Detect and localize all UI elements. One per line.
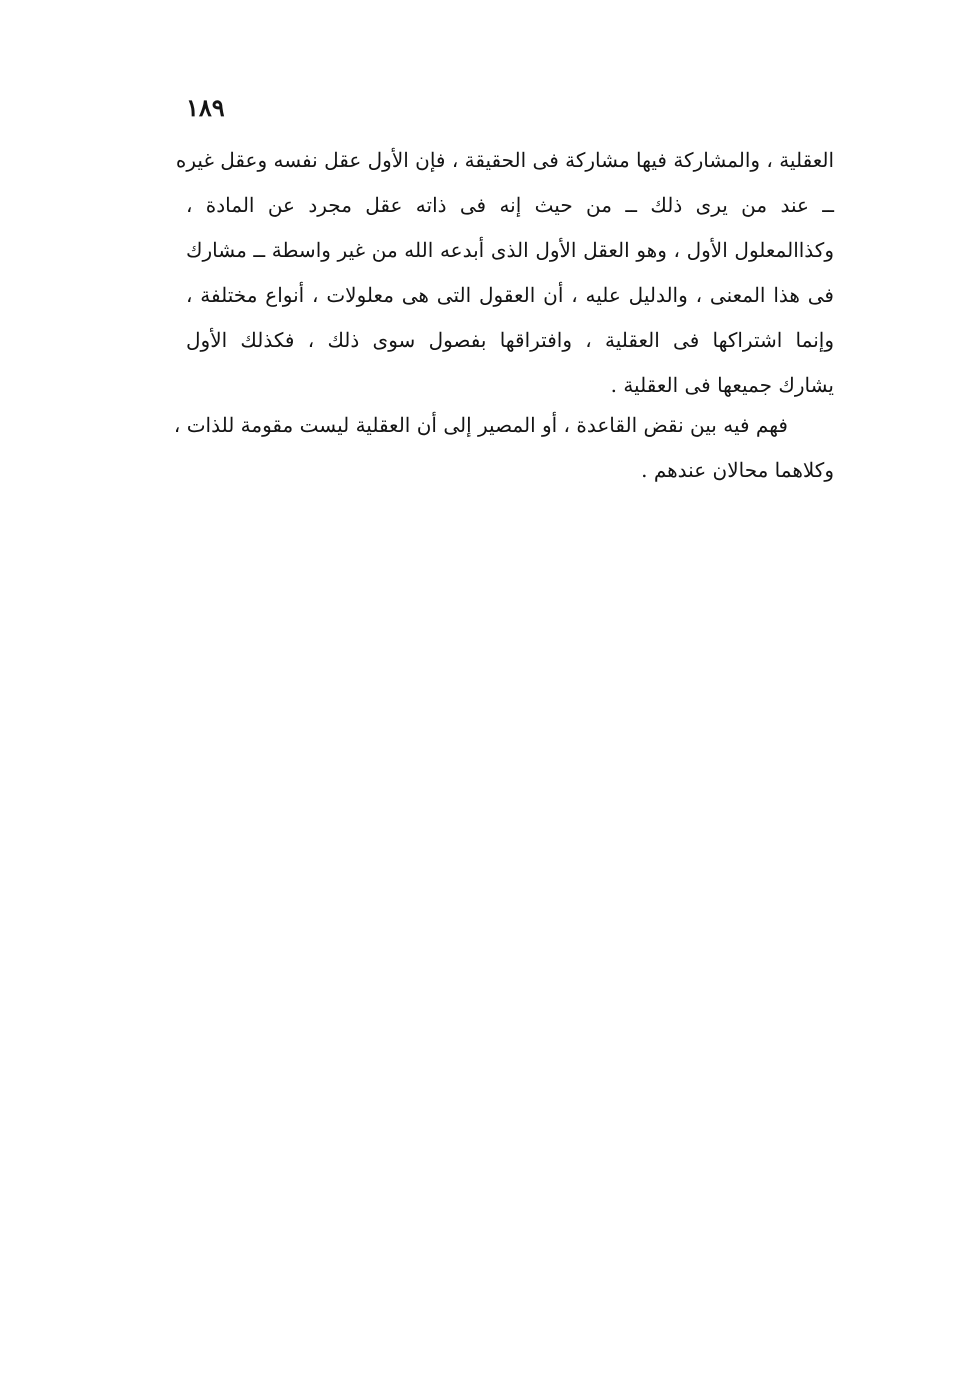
paragraph-1 <box>175 138 834 408</box>
text-line: يشارك جميعها فى العقلية . <box>610 373 834 397</box>
paragraph-2 <box>173 403 834 493</box>
text-line: وكذاالمعلول الأول ، وهو العقل الأول الذى أبدعه الله من غير واسطة ــ مشارك <box>186 238 834 262</box>
text-line: ــ عند من يرى ذلك ــ من حيث إنه فى ذاته عقل مجرد عن المادة ، <box>186 193 834 217</box>
page-number: ١٨٩ <box>186 93 225 122</box>
text-line: وإنما اشتراكها فى العقلية ، وافتراقها بفصول سوى ذلك ، فكذلك الأول <box>186 328 834 352</box>
text-line: فهم فيه بين نقض القاعدة ، أو المصير إلى أن العقلية ليست مقومة للذات ، <box>173 413 788 437</box>
text-line: العقلية ، والمشاركة فيها مشاركة فى الحقيقة ، فإن الأول عقل نفسه وعقل غيره <box>175 148 834 172</box>
text-line: وكلاهما محالان عندهم . <box>641 458 834 482</box>
text-line: فى هذا المعنى ، والدليل عليه ، أن العقول التى هى معلولات ، أنواع مختلفة ، <box>186 283 834 307</box>
